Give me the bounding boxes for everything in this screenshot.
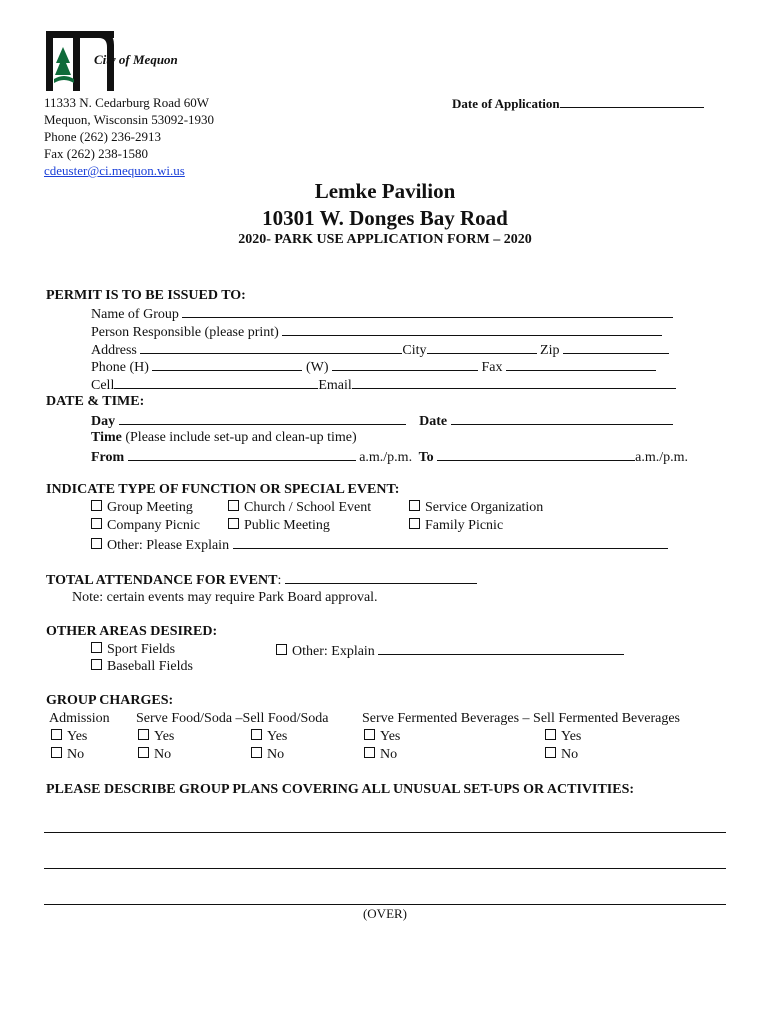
- city-label: City: [402, 343, 427, 358]
- time-row: [91, 429, 357, 446]
- name-of-group-label: Name of Group: [91, 307, 179, 322]
- option-label: Service Organization: [425, 500, 544, 515]
- from-to-row: [91, 447, 688, 466]
- name-of-group-field[interactable]: [182, 304, 673, 318]
- admission-no[interactable]: [51, 746, 84, 763]
- sell-beverages-no[interactable]: [545, 746, 578, 763]
- option-label: Yes: [267, 729, 288, 744]
- checkbox-icon[interactable]: [251, 747, 262, 758]
- fax-line: Fax (262) 238-1580: [44, 146, 148, 161]
- function-option[interactable]: [228, 517, 330, 534]
- address-line: Mequon, Wisconsin 53092-1930: [44, 112, 215, 127]
- person-responsible-row: [91, 322, 662, 341]
- cell-label: Cell: [91, 378, 115, 393]
- checkbox-icon[interactable]: [91, 500, 102, 511]
- plans-line-2[interactable]: [44, 868, 726, 869]
- date-field[interactable]: [451, 411, 673, 425]
- checkbox-icon[interactable]: [91, 659, 102, 670]
- address-field[interactable]: [140, 340, 402, 354]
- area-option-other[interactable]: [276, 641, 624, 660]
- areas-other-field[interactable]: [378, 641, 624, 655]
- address-label: Address: [91, 343, 137, 358]
- person-responsible-field[interactable]: [282, 322, 662, 336]
- option-label: Yes: [561, 729, 582, 744]
- checkbox-icon[interactable]: [138, 729, 149, 740]
- checkbox-icon[interactable]: [545, 747, 556, 758]
- name-of-group-row: [91, 304, 673, 323]
- checkbox-icon[interactable]: [409, 500, 420, 511]
- attendance-note: Note: certain events may require Park Board approval.: [72, 590, 378, 605]
- function-option-other[interactable]: [91, 535, 668, 554]
- checkbox-icon[interactable]: [138, 747, 149, 758]
- serve-beverages-yes[interactable]: [364, 728, 400, 745]
- charges-col-beverages: Serve Fermented Beverages – Sell Fermented Beverages: [362, 711, 681, 726]
- option-label: Yes: [154, 729, 175, 744]
- checkbox-icon[interactable]: [364, 729, 375, 740]
- phone-home-field[interactable]: [152, 357, 302, 371]
- serve-beverages-no[interactable]: [364, 746, 397, 763]
- to-label: To: [418, 450, 434, 465]
- area-option[interactable]: [91, 641, 175, 658]
- sell-beverages-yes[interactable]: [545, 728, 581, 745]
- function-option[interactable]: [409, 499, 543, 516]
- checkbox-icon[interactable]: [276, 644, 287, 655]
- function-heading: INDICATE TYPE OF FUNCTION OR SPECIAL EVENT:: [46, 482, 400, 497]
- checkbox-icon[interactable]: [91, 518, 102, 529]
- checkbox-icon[interactable]: [91, 538, 102, 549]
- sell-food-no[interactable]: [251, 746, 284, 763]
- from-label: From: [91, 450, 125, 465]
- checkbox-icon[interactable]: [51, 729, 62, 740]
- option-label: Baseball Fields: [107, 659, 193, 674]
- checkbox-icon[interactable]: [364, 747, 375, 758]
- phone-work-field[interactable]: [332, 357, 478, 371]
- other-explain-field[interactable]: [233, 535, 668, 549]
- email-label: Email: [318, 378, 352, 393]
- option-label: Family Picnic: [425, 518, 504, 533]
- charges-heading: GROUP CHARGES:: [46, 693, 174, 708]
- to-ampm: a.m./p.m.: [635, 450, 689, 465]
- datetime-heading: DATE & TIME:: [46, 394, 145, 409]
- checkbox-icon[interactable]: [91, 642, 102, 653]
- option-label: Other: Please Explain: [107, 538, 230, 553]
- option-label: Yes: [380, 729, 401, 744]
- address-block: [44, 94, 214, 179]
- area-option[interactable]: [91, 658, 193, 675]
- checkbox-icon[interactable]: [51, 747, 62, 758]
- checkbox-icon[interactable]: [251, 729, 262, 740]
- plans-line-1[interactable]: [44, 832, 726, 833]
- date-of-application-field[interactable]: [560, 94, 704, 108]
- zip-label: Zip: [540, 343, 560, 358]
- attendance-field[interactable]: [285, 570, 477, 584]
- zip-field[interactable]: [563, 340, 669, 354]
- option-label: No: [154, 747, 172, 762]
- page-title-address: 10301 W. Donges Bay Road: [262, 206, 508, 230]
- areas-heading: OTHER AREAS DESIRED:: [46, 624, 218, 639]
- option-label: Church / School Event: [244, 500, 372, 515]
- time-label: Time: [91, 430, 122, 445]
- function-option[interactable]: [91, 517, 200, 534]
- charges-col-food: Serve Food/Soda –Sell Food/Soda: [136, 711, 329, 726]
- function-option[interactable]: [409, 517, 503, 534]
- from-field[interactable]: [128, 447, 356, 461]
- attendance-colon: :: [277, 573, 282, 588]
- plans-line-3[interactable]: [44, 904, 726, 905]
- to-field[interactable]: [437, 447, 635, 461]
- address-line: 11333 N. Cedarburg Road 60W: [44, 95, 210, 110]
- function-option[interactable]: [91, 499, 193, 516]
- fax-field[interactable]: [506, 357, 656, 371]
- checkbox-icon[interactable]: [228, 518, 239, 529]
- checkbox-icon[interactable]: [228, 500, 239, 511]
- plans-heading: PLEASE DESCRIBE GROUP PLANS COVERING ALL UNUSUAL SET-UPS OR ACTIVITIES:: [46, 782, 635, 797]
- checkbox-icon[interactable]: [545, 729, 556, 740]
- option-label: Company Picnic: [107, 518, 200, 533]
- email-field[interactable]: [352, 375, 676, 389]
- option-label: No: [380, 747, 398, 762]
- checkbox-icon[interactable]: [409, 518, 420, 529]
- logo-text: City of Mequon: [94, 52, 178, 67]
- option-label: No: [561, 747, 579, 762]
- over-label: (OVER): [362, 906, 408, 921]
- city-logo: [44, 27, 194, 93]
- phone-line: Phone (262) 236-2913: [44, 129, 161, 144]
- charges-col-admission: Admission: [49, 711, 110, 726]
- from-ampm: a.m./p.m.: [359, 450, 413, 465]
- permit-heading: PERMIT IS TO BE ISSUED TO:: [46, 288, 246, 303]
- attendance-row: [46, 570, 477, 589]
- day-field[interactable]: [119, 411, 406, 425]
- page-title: Lemke Pavilion: [314, 179, 456, 203]
- city-field[interactable]: [427, 340, 537, 354]
- option-label: Sport Fields: [107, 642, 176, 657]
- option-label: Group Meeting: [107, 500, 193, 515]
- phone-work-label: (W): [305, 360, 329, 375]
- attendance-heading: TOTAL ATTENDANCE FOR EVENT: [46, 573, 278, 588]
- cell-row: [91, 375, 676, 394]
- person-responsible-label: Person Responsible (please print): [91, 325, 279, 340]
- serve-food-yes[interactable]: [138, 728, 174, 745]
- date-of-application-label: Date of Application: [452, 96, 560, 111]
- date-label: Date: [419, 414, 448, 429]
- email-link[interactable]: cdeuster@ci.mequon.wi.us: [44, 163, 185, 178]
- option-label: Yes: [67, 729, 88, 744]
- admission-yes[interactable]: [51, 728, 87, 745]
- form-subtitle: 2020- PARK USE APPLICATION FORM – 2020: [238, 232, 532, 247]
- serve-food-no[interactable]: [138, 746, 171, 763]
- day-row: [91, 411, 673, 430]
- option-label: Public Meeting: [244, 518, 330, 533]
- option-label: Other: Explain: [292, 644, 375, 659]
- sell-food-yes[interactable]: [251, 728, 287, 745]
- cell-field[interactable]: [114, 375, 318, 389]
- day-label: Day: [91, 414, 116, 429]
- phone-row: [91, 357, 656, 376]
- phone-home-label: Phone (H): [91, 360, 149, 375]
- date-of-application: [452, 94, 704, 112]
- option-label: No: [267, 747, 285, 762]
- fax-label: Fax: [481, 360, 503, 375]
- time-note: (Please include set-up and clean-up time): [125, 430, 357, 445]
- option-label: No: [67, 747, 85, 762]
- function-option[interactable]: [228, 499, 371, 516]
